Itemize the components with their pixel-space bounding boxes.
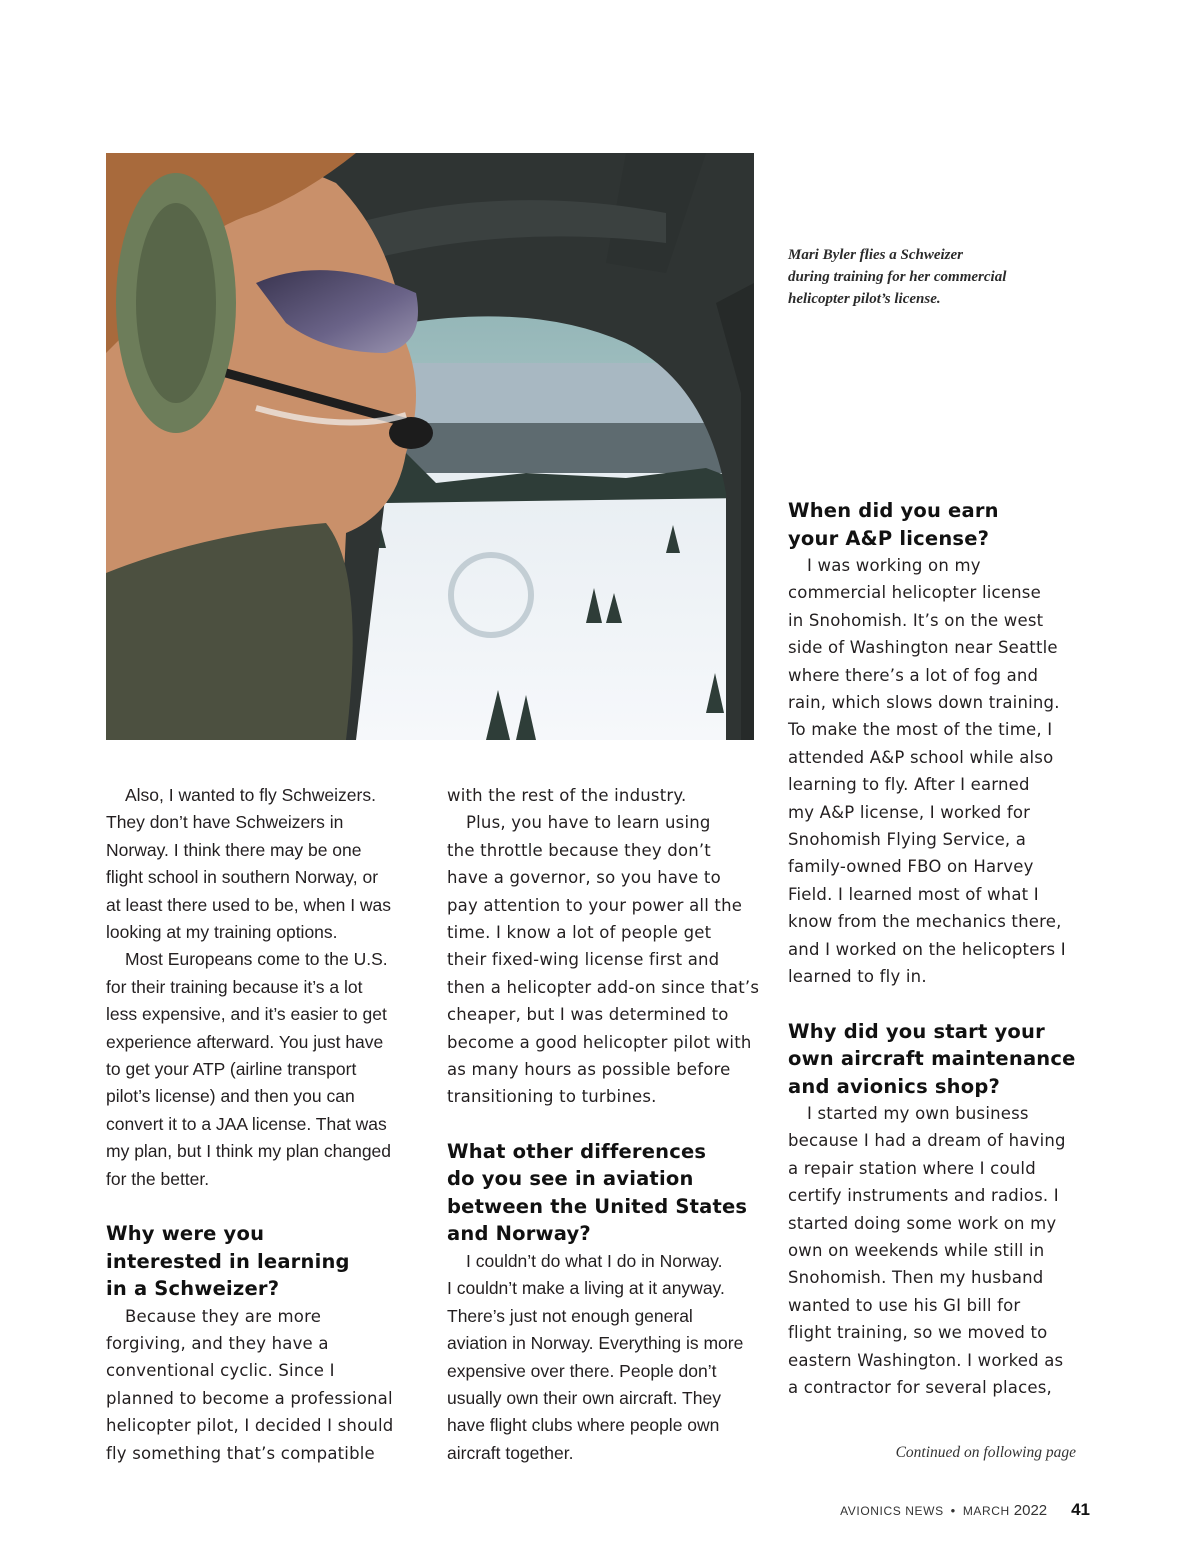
heading-line: own aircraft maintenance [788,1047,1076,1070]
text-line: I was working on my [807,556,981,575]
text-line: the throttle because they don’t [447,840,711,860]
page-footer [840,1500,1090,1520]
text-line: my plan, but I think my plan changed [106,1141,392,1162]
bullet-separator: • [950,1503,956,1518]
text-line: my A&P license, I worked for [788,802,1031,822]
text-line: become a good helicopter pilot with [447,1032,752,1052]
paragraph [106,946,416,1193]
paragraph [447,809,760,1110]
paragraph [106,1303,416,1467]
caption-line: Mari Byler flies a Schweizer [788,247,963,263]
text-line: experience afterward. You just have [106,1031,384,1052]
paragraph [106,782,416,946]
text-line: then a helicopter add-on since that’s [447,977,760,997]
text-line: have a governor, so you have to [447,868,721,888]
caption-line: helicopter pilot’s license. [788,291,941,307]
text-line: learning to fly. After I earned [788,775,1030,795]
heading-line: in a Schweizer? [106,1277,280,1301]
publication-name: AVIONICS NEWS [840,1504,944,1518]
heading-line: between the United States [447,1194,748,1218]
text-line: know from the mechanics there, [788,912,1062,932]
text-line: less expensive, and it’s easier to get [106,1004,387,1025]
text-line: pilot’s license) and then you can [106,1086,355,1107]
text-line: commercial helicopter license [788,583,1041,603]
text-line: I couldn’t make a living at it anyway. [447,1278,725,1299]
text-line: own on weekends while still in [788,1241,1045,1261]
heading-line: What other differences [447,1139,707,1163]
section-heading [106,1220,416,1303]
text-line: aircraft together. [447,1442,574,1463]
section-heading [447,1138,757,1248]
text-line: their fixed-wing license first and [447,950,720,970]
text-line: flight training, so we moved to [788,1323,1048,1343]
text-line: with the rest of the industry. [447,786,687,805]
text-line: looking at my training options. [106,922,338,943]
heading-line: Why were you [106,1222,265,1246]
paragraph [788,552,1088,991]
text-line: I started my own business [807,1104,1029,1123]
article-column-2 [447,782,760,1467]
text-line: pay attention to your power all the [447,895,743,915]
photo-illustration [106,153,754,740]
text-line: Snohomish Flying Service, a [788,830,1027,850]
text-line: time. I know a lot of people get [447,923,712,943]
heading-line: When did you earn [788,499,999,522]
text-line: flight school in southern Norway, or [106,867,379,888]
photo-caption [788,244,1088,310]
heading-line: interested in learning [106,1249,350,1273]
heading-line: your A&P license? [788,526,990,550]
article-column-1 [106,782,416,1467]
text-line: Norway. I think there may be one [106,839,362,860]
heading-line: and Norway? [447,1222,591,1246]
article-photo [106,153,754,740]
issue-month: MARCH [962,1504,1010,1518]
text-line: for their training because it’s a lot [106,976,363,997]
text-line: Also, I wanted to fly Schweizers. [125,785,376,805]
text-line: There’s just not enough general [447,1305,693,1326]
text-line: because I had a dream of having [788,1131,1066,1151]
text-line: a contractor for several places, [788,1378,1052,1398]
text-line: fly something that’s compatible [106,1443,375,1463]
text-line: family-owned FBO on Harvey [788,857,1034,877]
text-line: aviation in Norway. Everything is more [447,1333,744,1354]
text-line: transitioning to turbines. [447,1087,657,1107]
text-line: planned to become a professional [106,1388,393,1408]
text-line: where there’s a lot of fog and [788,665,1039,685]
text-line: started doing some work on my [788,1213,1057,1233]
text-line: usually own their own aircraft. They [447,1387,721,1408]
text-line: rain, which slows down training. [788,693,1060,713]
text-line: side of Washington near Seattle [788,638,1058,658]
text-line: and I worked on the helicopters I [788,939,1066,959]
text-line: at least there used to be, when I was [106,894,392,915]
text-line: have flight clubs where people own [447,1415,720,1436]
section-heading [788,1018,1088,1101]
text-line: forgiving, and they have a [106,1334,329,1353]
text-line: expensive over there. People don’t [447,1360,717,1381]
text-line: in Snohomish. It’s on the west [788,610,1044,630]
text-line: conventional cyclic. Since I [106,1361,335,1381]
issue-year: 2022 [1013,1502,1048,1519]
caption-line: during training for her commercial [788,269,1007,285]
text-line: a repair station where I could [788,1158,1036,1178]
text-line: cheaper, but I was determined to [447,1005,729,1025]
text-line: eastern Washington. I worked as [788,1350,1064,1370]
text-line: convert it to a JAA license. That was [106,1113,387,1134]
text-line: I couldn’t do what I do in Norway. [466,1250,723,1271]
text-line: certify instruments and radios. I [788,1186,1059,1206]
text-line: learned to fly in. [788,967,927,987]
text-line: as many hours as possible before [447,1060,731,1080]
text-line: Snohomish. Then my husband [788,1268,1044,1288]
heading-line: do you see in aviation [447,1167,694,1191]
article-column-3 [788,497,1088,1401]
text-line: Most Europeans come to the U.S. [125,949,388,970]
section-heading [788,497,1088,552]
text-line: Because they are more [125,1306,322,1326]
text-line: To make the most of the time, I [788,720,1053,740]
heading-line: Why did you start your [788,1019,1045,1043]
text-line: for the better. [106,1168,210,1189]
paragraph [447,1248,757,1467]
paragraph [447,782,757,809]
text-line: to get your ATP (airline transport [106,1059,357,1080]
text-line: wanted to use his GI bill for [788,1295,1021,1315]
text-line: helicopter pilot, I decided I should [106,1416,394,1436]
heading-line: and avionics shop? [788,1074,1001,1098]
text-line: attended A&P school while also [788,747,1054,767]
text-line: Plus, you have to learn using [466,813,711,833]
page-number: 41 [1071,1500,1090,1519]
paragraph [788,1100,1088,1401]
text-line: They don’t have Schweizers in [106,812,344,833]
text-line: Field. I learned most of what I [788,884,1039,904]
continued-note: Continued on following page [895,1444,1076,1461]
